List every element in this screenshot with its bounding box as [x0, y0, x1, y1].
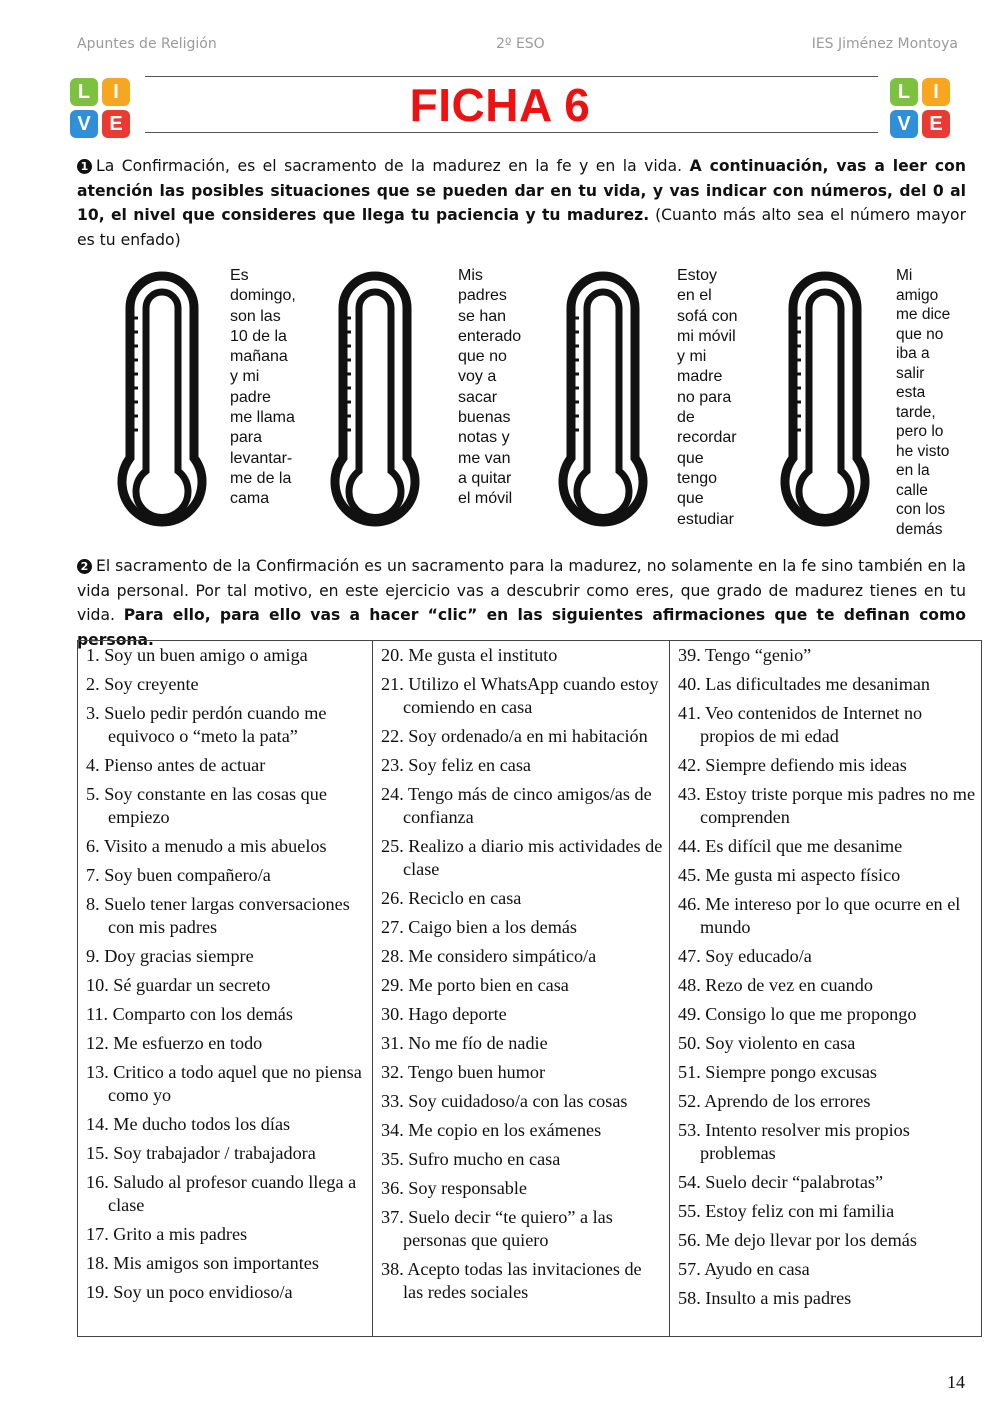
logo-letter-e: E	[102, 110, 130, 138]
statement-item[interactable]: 34. Me copio en los exámenes	[381, 1120, 602, 1140]
statement-item[interactable]: 1. Soy un buen amigo o amiga	[86, 645, 308, 665]
text-line: y mi	[677, 348, 707, 366]
text-line: 10 de la	[230, 327, 287, 345]
statement-item[interactable]: 8. Suelo tener largas conversaciones con mis padres	[86, 894, 350, 937]
statement-item[interactable]: 43. Estoy triste porque mis padres no me comprenden	[678, 784, 976, 827]
text-line: amigo	[896, 286, 939, 304]
text-line: me van	[458, 449, 511, 467]
header-center: 2º ESO	[496, 36, 545, 52]
thermometer-3[interactable]	[553, 268, 653, 540]
section-2-bold-instructions: Para ello, para ello vas a hacer “clic” en las siguientes afirmaciones que te definan como persona.	[77, 606, 966, 649]
text-line: Es	[230, 267, 249, 284]
statements-column-1	[78, 641, 373, 1337]
statement-item[interactable]: 6. Visito a menudo a mis abuelos	[86, 836, 327, 856]
logo-letter-v: V	[70, 110, 98, 138]
statement-item[interactable]: 48. Rezo de vez en cuando	[678, 975, 873, 995]
text-line: para	[230, 429, 263, 447]
section-number-badge: 1	[77, 159, 92, 174]
statement-item[interactable]: 50. Soy violento en casa	[678, 1033, 856, 1053]
text-line: tengo	[677, 469, 718, 487]
statement-item[interactable]: 51. Siempre pongo excusas	[678, 1062, 878, 1082]
logo-letter-v: V	[890, 110, 918, 138]
title-rule-top	[145, 76, 878, 77]
statement-item[interactable]: 30. Hago deporte	[381, 1004, 507, 1024]
text-line: y mi	[230, 368, 260, 386]
text-line: son las	[230, 307, 281, 325]
text-line: se han	[458, 307, 507, 325]
situation-text-4	[896, 266, 950, 539]
text-line: en la	[896, 462, 930, 479]
statement-item[interactable]: 39. Tengo “genio”	[678, 645, 812, 665]
statement-item[interactable]: 56. Me dejo llevar por los demás	[678, 1230, 917, 1250]
situation-text-3	[677, 266, 737, 530]
statement-item[interactable]: 24. Tengo más de cinco amigos/as de confianza	[381, 784, 652, 827]
statement-item[interactable]: 57. Ayudo en casa	[678, 1259, 810, 1279]
statement-item[interactable]: 33. Soy cuidadoso/a con las cosas	[381, 1091, 628, 1111]
statement-item[interactable]: 16. Saludo al profesor cuando llega a clase	[86, 1172, 357, 1215]
section-number-badge: 2	[77, 559, 92, 574]
thermometer-2[interactable]	[325, 268, 425, 540]
statement-item[interactable]: 54. Suelo decir “palabrotas”	[678, 1172, 884, 1192]
text-line: padres	[458, 287, 507, 305]
text-line: salir	[896, 364, 925, 382]
text-line: demás	[896, 520, 943, 538]
text-line: no para	[677, 388, 732, 406]
statement-item[interactable]: 22. Soy ordenado/a en mi habitación	[381, 726, 648, 746]
statement-item[interactable]: 11. Comparto con los demás	[86, 1004, 293, 1024]
section-2-intro: El sacramento de la Confirmación es un sacramento para la madurez, no solamente en la fe sino también en la vida personal. Por tal motivo, en este ejercicio vas a descubrir como eres, que grado de madurez tienes en tu vida.	[77, 557, 966, 624]
text-line: el móvil	[458, 490, 513, 508]
text-line: notas y	[458, 429, 510, 447]
text-line: estudiar	[677, 510, 734, 528]
statement-item[interactable]: 40. Las dificultades me desaniman	[678, 674, 931, 694]
statement-item[interactable]: 32. Tengo buen humor	[381, 1062, 546, 1082]
statement-item[interactable]: 55. Estoy feliz con mi familia	[678, 1201, 895, 1221]
statement-item[interactable]: 25. Realizo a diario mis actividades de clase	[381, 836, 663, 879]
statement-item[interactable]: 36. Soy responsable	[381, 1178, 527, 1198]
section-1-note: (Cuanto más alto sea el número mayor es tu enfado)	[77, 206, 966, 249]
section-2-instructions	[77, 554, 966, 652]
statement-item[interactable]: 58. Insulto a mis padres	[678, 1288, 852, 1308]
statement-item[interactable]: 31. No me fío de nadie	[381, 1033, 548, 1053]
statement-item[interactable]: 45. Me gusta mi aspecto físico	[678, 865, 901, 885]
text-line: que no	[896, 325, 944, 343]
text-line: cama	[230, 490, 270, 508]
statement-item[interactable]: 4. Pienso antes de actuar	[86, 755, 266, 775]
statement-item[interactable]: 5. Soy constante en las cosas que empiezo	[86, 784, 327, 827]
text-line: me dice	[896, 306, 951, 323]
statements-column-2	[373, 641, 670, 1337]
statement-item[interactable]: 27. Caigo bien a los demás	[381, 917, 577, 937]
statement-item[interactable]: 41. Veo contenidos de Internet no propios de mi edad	[678, 703, 923, 746]
statement-item[interactable]: 17. Grito a mis padres	[86, 1224, 248, 1244]
text-line: tarde,	[896, 403, 936, 421]
statement-item[interactable]: 9. Doy gracias siempre	[86, 946, 254, 966]
logo-letter-e: E	[922, 110, 950, 138]
statement-item[interactable]: 19. Soy un poco envidioso/a	[86, 1282, 293, 1302]
text-line: Mi	[896, 267, 913, 284]
logo-letter-i: I	[102, 78, 130, 106]
text-line: buenas	[458, 409, 511, 427]
text-line: recordar	[677, 429, 737, 447]
statement-item[interactable]: 23. Soy feliz en casa	[381, 755, 531, 775]
statement-item[interactable]: 13. Critico a todo aquel que no piensa como yo	[86, 1062, 362, 1105]
statement-item[interactable]: 52. Aprendo de los errores	[678, 1091, 871, 1111]
statement-item[interactable]: 53. Intento resolver mis propios problemas	[678, 1120, 910, 1163]
text-line: Mis	[458, 267, 483, 284]
text-line: Estoy	[677, 267, 718, 284]
text-line: padre	[230, 388, 271, 406]
section-1-bold-instructions: A continuación, vas a leer con atención las posibles situaciones que se pueden dar en tu vida, y vas indicar con números, del 0 al 10, el nivel que consideres que llega tu paciencia y tu madurez.	[77, 157, 966, 224]
text-line: me de la	[230, 469, 292, 487]
logo-letter-i: I	[922, 78, 950, 106]
statement-item[interactable]: 20. Me gusta el instituto	[381, 645, 558, 665]
page-number: 14	[947, 1372, 965, 1392]
statement-item[interactable]: 44. Es difícil que me desanime	[678, 836, 903, 856]
text-line: con los	[896, 501, 946, 518]
statements-table	[77, 640, 982, 1337]
situation-text-1	[230, 266, 296, 510]
statement-item[interactable]: 28. Me considero simpático/a	[381, 946, 597, 966]
text-line: mañana	[230, 348, 288, 366]
title-rule-bottom	[145, 132, 878, 133]
statement-item[interactable]: 18. Mis amigos son importantes	[86, 1253, 319, 1273]
logo-letter-l: L	[70, 78, 98, 106]
section-1-instructions	[77, 154, 966, 252]
text-line: calle	[896, 481, 928, 499]
statement-item[interactable]: 47. Soy educado/a	[678, 946, 812, 966]
text-line: he visto	[896, 442, 950, 460]
text-line: me llama	[230, 409, 295, 427]
text-line: pero lo	[896, 423, 944, 440]
text-line: en el	[677, 287, 712, 305]
statement-item[interactable]: 10. Sé guardar un secreto	[86, 975, 271, 995]
text-line: sacar	[458, 388, 498, 406]
logo-letter-l: L	[890, 78, 918, 106]
statement-item[interactable]: 42. Siempre defiendo mis ideas	[678, 755, 907, 775]
statement-item[interactable]: 29. Me porto bien en casa	[381, 975, 569, 995]
thermometer-1[interactable]	[112, 268, 212, 540]
header-left: Apuntes de Religión	[77, 36, 217, 52]
page-title: FICHA 6	[409, 79, 591, 131]
statement-item[interactable]: 35. Sufro mucho en casa	[381, 1149, 561, 1169]
situation-text-2	[458, 266, 521, 510]
statement-item[interactable]: 14. Me ducho todos los días	[86, 1114, 291, 1134]
header-right: IES Jiménez Montoya	[811, 36, 958, 52]
text-line: sofá con	[677, 307, 738, 325]
statement-item[interactable]: 38. Acepto todas las invitaciones de las redes sociales	[381, 1259, 642, 1302]
text-line: mi móvil	[677, 327, 736, 345]
text-line: de	[677, 409, 695, 427]
text-line: a quitar	[458, 469, 512, 487]
text-line: madre	[677, 368, 723, 386]
text-line: que	[677, 490, 704, 508]
statement-item[interactable]: 26. Reciclo en casa	[381, 888, 522, 908]
statement-item[interactable]: 15. Soy trabajador / trabajadora	[86, 1143, 316, 1163]
statement-item[interactable]: 46. Me intereso por lo que ocurre en el mundo	[678, 894, 961, 937]
text-line: levantar-	[230, 449, 293, 467]
thermometer-4[interactable]	[775, 268, 875, 540]
text-line: esta	[896, 384, 926, 401]
text-line: que	[677, 449, 704, 467]
statements-column-3	[670, 641, 982, 1337]
text-line: enterado	[458, 327, 522, 345]
text-line: iba a	[896, 345, 930, 362]
statement-item[interactable]: 49. Consigo lo que me propongo	[678, 1004, 917, 1024]
text-line: que no	[458, 348, 507, 366]
statement-item[interactable]: 12. Me esfuerzo en todo	[86, 1033, 263, 1053]
statement-item[interactable]: 7. Soy buen compañero/a	[86, 865, 271, 885]
statement-item[interactable]: 21. Utilizo el WhatsApp cuando estoy comiendo en casa	[381, 674, 659, 717]
statement-item[interactable]: 3. Suelo pedir perdón cuando me equivoco o “meto la pata”	[86, 703, 327, 746]
statement-item[interactable]: 37. Suelo decir “te quiero” a las personas que quiero	[381, 1207, 613, 1250]
text-line: voy a	[458, 368, 497, 386]
section-1-intro: La Confirmación, es el sacramento de la madurez en la fe y en la vida.	[96, 157, 683, 175]
statement-item[interactable]: 2. Soy creyente	[86, 674, 199, 694]
text-line: domingo,	[230, 287, 296, 305]
